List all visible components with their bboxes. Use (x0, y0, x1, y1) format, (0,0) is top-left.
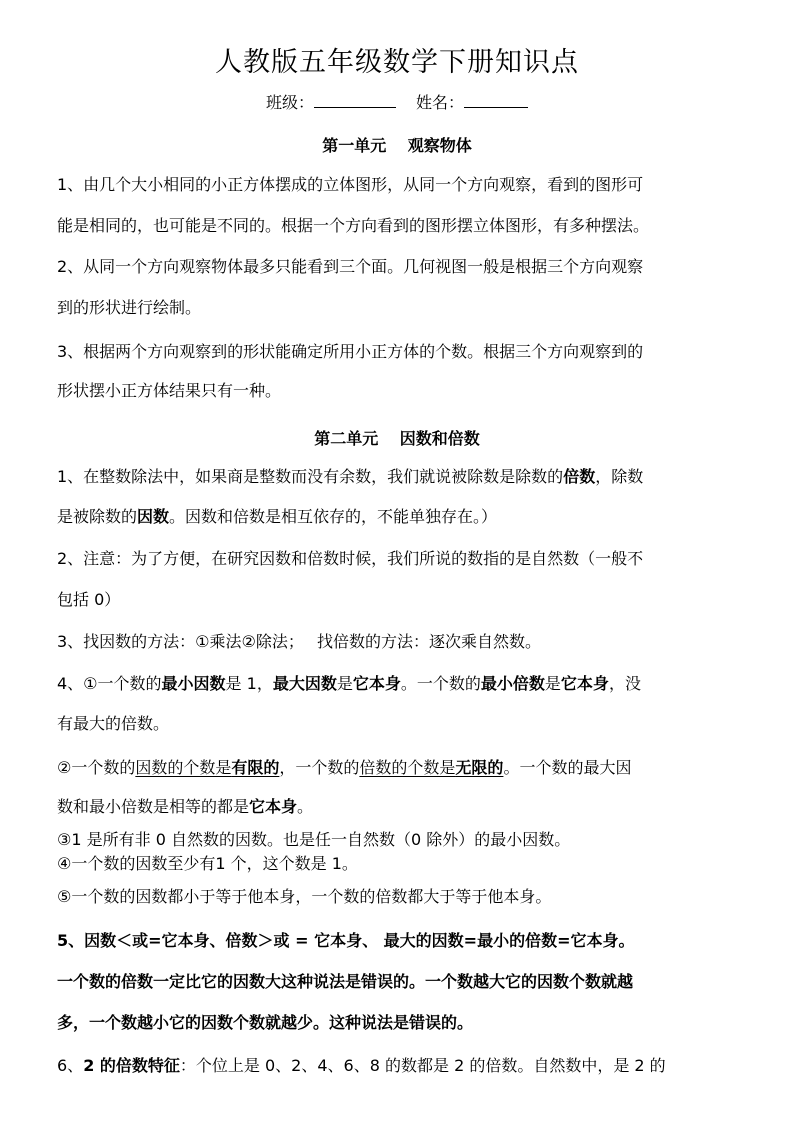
text-run: ，一个数的 (279, 758, 360, 777)
text-run: 。因数和倍数是相互依存的，不能单独存在。） (169, 507, 498, 526)
u2-p2-line: 2、注意：为了方便，在研究因数和倍数时候，我们所说的数指的是自然数（一般不 (57, 549, 644, 568)
bold-term: 最大因数 (272, 674, 337, 693)
u2-p4c-line: ③1 是所有非 0 自然数的因数。也是任一自然数（0 除外）的最小因数。 (57, 830, 571, 849)
u2-p1-line-1 (57, 467, 643, 487)
text-run: 。一个数的最大因 (503, 758, 632, 777)
u2-p5-line: 5、因数＜或=它本身、倍数＞或 = 它本身、 最大的因数=最小的倍数=它本身。 (57, 931, 635, 950)
bold-term: 因数 (137, 507, 170, 526)
bold-term: 最小因数 (161, 674, 226, 693)
u2-p6-line (57, 1056, 666, 1076)
unit-1-line: 形状摆小正方体结果只有一种。 (57, 381, 282, 400)
bold-term: 它本身 (352, 674, 401, 693)
text-run: 6、 (57, 1056, 84, 1075)
text-run: 是 (544, 674, 561, 693)
u2-p4d-line: ④一个数的因数至少有1 个，这个数是 1。 (57, 854, 358, 873)
unit-1-heading: 第一单元 观察物体 (322, 136, 472, 155)
u2-p4a-line-1 (57, 674, 641, 694)
u2-p5-line: 多，一个数越小它的因数个数就越少。这种说法是错误的。 (57, 1013, 474, 1032)
unit-1-line: 3、根据两个方向观察到的形状能确定所用小正方体的个数。根据三个方向观察到的 (57, 342, 644, 361)
text-run: 数和最小倍数是相等的都是 (57, 797, 250, 816)
u2-p3-line: 3、找因数的方法：①乘法②除法； 找倍数的方法：逐次乘自然数。 (57, 632, 541, 651)
bold-term: 它本身 (249, 797, 298, 816)
unit-1-line: 2、从同一个方向观察物体最多只能看到三个面。几何视图一般是根据三个方向观察 (57, 257, 644, 276)
unit-2-heading: 第二单元 因数和倍数 (314, 429, 480, 448)
u2-p4b-line-2 (57, 797, 313, 817)
u2-p5-line: 一个数的倍数一定比它的因数大这种说法是错误的。一个数越大它的因数个数就越 (57, 972, 634, 991)
u2-p1-line-2 (57, 507, 497, 527)
underlined-bold-term: 无限的 (455, 758, 504, 777)
student-info-line (0, 90, 794, 113)
bold-term: 倍数 (563, 467, 596, 486)
text-run: 。 (297, 797, 314, 816)
underlined-term: 倍数的个数是 (359, 758, 456, 777)
unit-1-line: 能是相同的，也可能是不同的。根据一个方向看到的图形摆立体图形，有多种摆法。 (57, 216, 650, 235)
class-label: 班级： (265, 93, 314, 112)
page-title: 人教版五年级数学下册知识点 (215, 47, 579, 78)
name-blank[interactable] (464, 91, 528, 108)
class-blank[interactable] (314, 91, 396, 108)
text-run: ：个位上是 0、2、4、6、8 的数都是 2 的倍数。自然数中，是 2 的 (179, 1056, 666, 1075)
text-run: ，除数 (595, 467, 644, 486)
u2-p4e-line: ⑤一个数的因数都小于等于他本身，一个数的倍数都大于等于他本身。 (57, 887, 552, 906)
text-run: 1、在整数除法中，如果商是整数而没有余数，我们就说被除数是除数的 (57, 467, 564, 486)
text-run: 是 (336, 674, 353, 693)
unit-1-line: 1、由几个大小相同的小正方体摆成的立体图形，从同一个方向观察，看到的图形可 (57, 175, 644, 194)
bold-term: 2 的倍数特征 (83, 1056, 180, 1075)
text-run: 4、①一个数的 (57, 674, 162, 693)
text-run: ，没 (608, 674, 641, 693)
unit-1-line: 到的形状进行绘制。 (57, 298, 202, 317)
u2-p4b-line-1 (57, 758, 631, 778)
underlined-bold-term: 有限的 (231, 758, 280, 777)
underlined-term: 因数的个数是 (135, 758, 232, 777)
text-run: 。一个数的 (400, 674, 481, 693)
bold-term: 最小倍数 (480, 674, 545, 693)
name-label: 姓名： (416, 93, 465, 112)
u2-p2-line: 包括 0） (57, 590, 121, 609)
bold-term: 它本身 (560, 674, 609, 693)
text-run: 是被除数的 (57, 507, 138, 526)
text-run: ②一个数的 (57, 758, 136, 777)
u2-p4a-line-2: 有最大的倍数。 (57, 714, 170, 733)
text-run: 是 1， (225, 674, 273, 693)
